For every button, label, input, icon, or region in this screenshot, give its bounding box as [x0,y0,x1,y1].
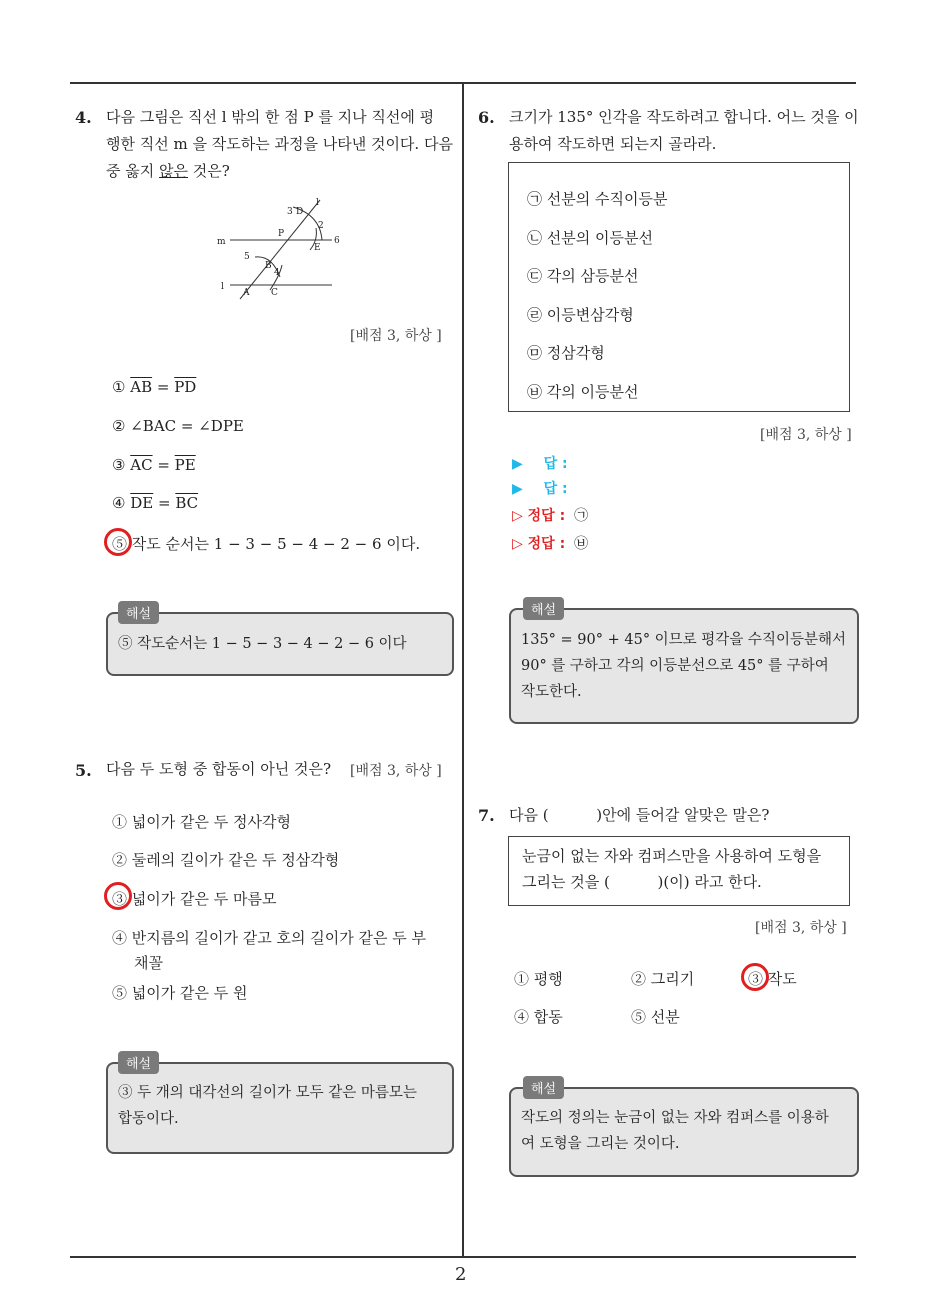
transversal [240,200,320,299]
q5-choice-1[interactable]: ① 넓이가 같은 두 정사각형 [112,813,291,831]
q7-choice-1[interactable]: ① 평행 [514,970,563,988]
q7-explanation-text-line1: 작도의 정의는 눈금이 없는 자와 컴퍼스를 이용하 [521,1110,829,1126]
q4-choice-2[interactable]: ② ∠BAC = ∠DPE [112,417,244,435]
bottom-rule [70,1256,856,1258]
q5-explanation-text-line2: 합동이다. [118,1111,179,1127]
q5-choice-4-cont: 채꼴 [134,954,163,972]
q4-text-line3: 중 옳지 않은 것은? [106,162,230,180]
q6-option-4: ㉣ 이등변삼각형 [527,306,634,324]
label-P: P [278,229,285,239]
answer-circle-mark [741,963,769,991]
q4-explanation-tag: 해설 [118,601,159,624]
q6-explanation-text-line2: 90° 를 구하고 각의 이등분선으로 45° 를 구하여 [521,658,829,674]
q7-choice-5[interactable]: ⑤ 선분 [631,1008,680,1026]
label-m: m [217,237,226,247]
column-divider [462,82,464,1257]
page-number: 2 [455,1264,467,1285]
q6-option-2: ㉡ 선분의 이등분선 [527,229,653,247]
label-l: l [221,282,224,292]
q4-text-line2: 행한 직선 m 을 작도하는 과정을 나타낸 것이다. 다음 [106,135,453,153]
q6-score: [배점 3, 하상 ] [760,427,852,443]
q5-text: 다음 두 도형 중 합동이 아닌 것은? [106,760,332,778]
q7-choice-3[interactable]: ③ 작도 [748,970,797,988]
q4-choice-4[interactable]: ④ $\overline{DE} = \overline{BC}$ [112,494,199,512]
q6-explanation-text-line1: 135° = 90° + 45° 이므로 평각을 수직이등분해서 [521,632,846,648]
q6-correct-line-2: ▷ 정답 : ㉥ [512,536,589,552]
hollow-arrow-icon: ▷ [512,508,523,524]
underlined-word: 않은 [159,162,188,180]
q6-option-1: ㉠ 선분의 수직이등분 [527,190,668,208]
q4-choice-1[interactable]: ① $\overline{AB} = \overline{PD}$ [112,378,197,396]
q5-explanation-tag: 해설 [118,1051,159,1074]
q4-explanation-text: ⑤ 작도순서는 1 − 5 − 3 − 4 − 2 − 6 이다 [118,636,407,652]
label-A: A [243,288,250,298]
label-3: 3 [287,207,293,217]
q5-number: 5. [75,761,92,780]
q6-option-3: ㉢ 각의 삼등분선 [527,267,639,285]
q6-answer-line-1[interactable]: ▶ 답 : [512,456,568,472]
q6-answer-line-2[interactable]: ▶ 답 : [512,481,568,497]
q7-choice-4[interactable]: ④ 합동 [514,1008,563,1026]
q7-score: [배점 3, 하상 ] [755,920,847,936]
q7-text: 다음 ( )안에 들어갈 알맞은 말은? [509,806,770,824]
label-5: 5 [244,252,250,262]
q7-explanation-tag: 해설 [523,1076,564,1099]
q4-choice-5[interactable]: ⑤ 작도 순서는 1 − 3 − 5 − 4 − 2 − 6 이다. [112,535,421,553]
q7-statement-line2: 그리는 것을 ( )(이) 라고 한다. [522,873,762,891]
label-E: E [314,243,321,253]
q5-score: [배점 3, 하상 ] [350,763,442,779]
q4-score: [배점 3, 하상 ] [350,328,442,344]
q5-choice-4[interactable]: ④ 반지름의 길이가 같고 호의 길이가 같은 두 부 [112,929,426,947]
q7-number: 7. [478,806,495,825]
q5-choice-2[interactable]: ② 둘레의 길이가 같은 두 정삼각형 [112,851,340,869]
q6-explanation-text-line3: 작도한다. [521,684,582,700]
q6-option-5: ㉤ 정삼각형 [527,344,605,362]
label-l-top: l [316,198,319,208]
answer-circle-mark [104,528,132,556]
hollow-arrow-icon: ▷ [512,536,523,552]
q4-text-line1: 다음 그림은 직선 l 밖의 한 점 P 를 지나 직선에 평 [106,108,435,126]
construction-figure [210,195,340,300]
q4-number: 4. [75,108,92,127]
q4-choice-3[interactable]: ③ $\overline{AC} = \overline{PE}$ [112,456,196,474]
q6-option-6: ㉥ 각의 이등분선 [527,383,639,401]
q6-text-line1: 크기가 135° 인각을 작도하려고 합니다. 어느 것을 이 [509,108,859,126]
label-C: C [271,288,278,298]
q6-explanation-tag: 해설 [523,597,564,620]
q6-correct-line-1: ▷ 정답 : ㉠ [512,508,589,524]
q5-explanation-text-line1: ③ 두 개의 대각선의 길이가 모두 같은 마름모는 [118,1085,417,1101]
answer-circle-mark [104,882,132,910]
label-B: B [265,261,272,271]
q7-choice-2[interactable]: ② 그리기 [631,970,695,988]
label-D: D [296,207,304,217]
q7-statement-line1: 눈금이 없는 자와 컴퍼스만을 사용하여 도형을 [522,847,822,865]
play-arrow-icon: ▶ [512,481,523,497]
play-arrow-icon: ▶ [512,456,523,472]
q6-number: 6. [478,108,495,127]
label-6: 6 [334,236,340,246]
q6-text-line2: 용하여 작도하면 되는지 골라라. [509,135,717,153]
label-2: 2 [318,221,324,231]
q5-choice-5[interactable]: ⑤ 넓이가 같은 두 원 [112,984,248,1002]
q7-explanation-text-line2: 여 도형을 그리는 것이다. [521,1136,680,1152]
label-4: 4 [274,268,280,278]
q5-choice-3[interactable]: ③ 넓이가 같은 두 마름모 [112,890,277,908]
